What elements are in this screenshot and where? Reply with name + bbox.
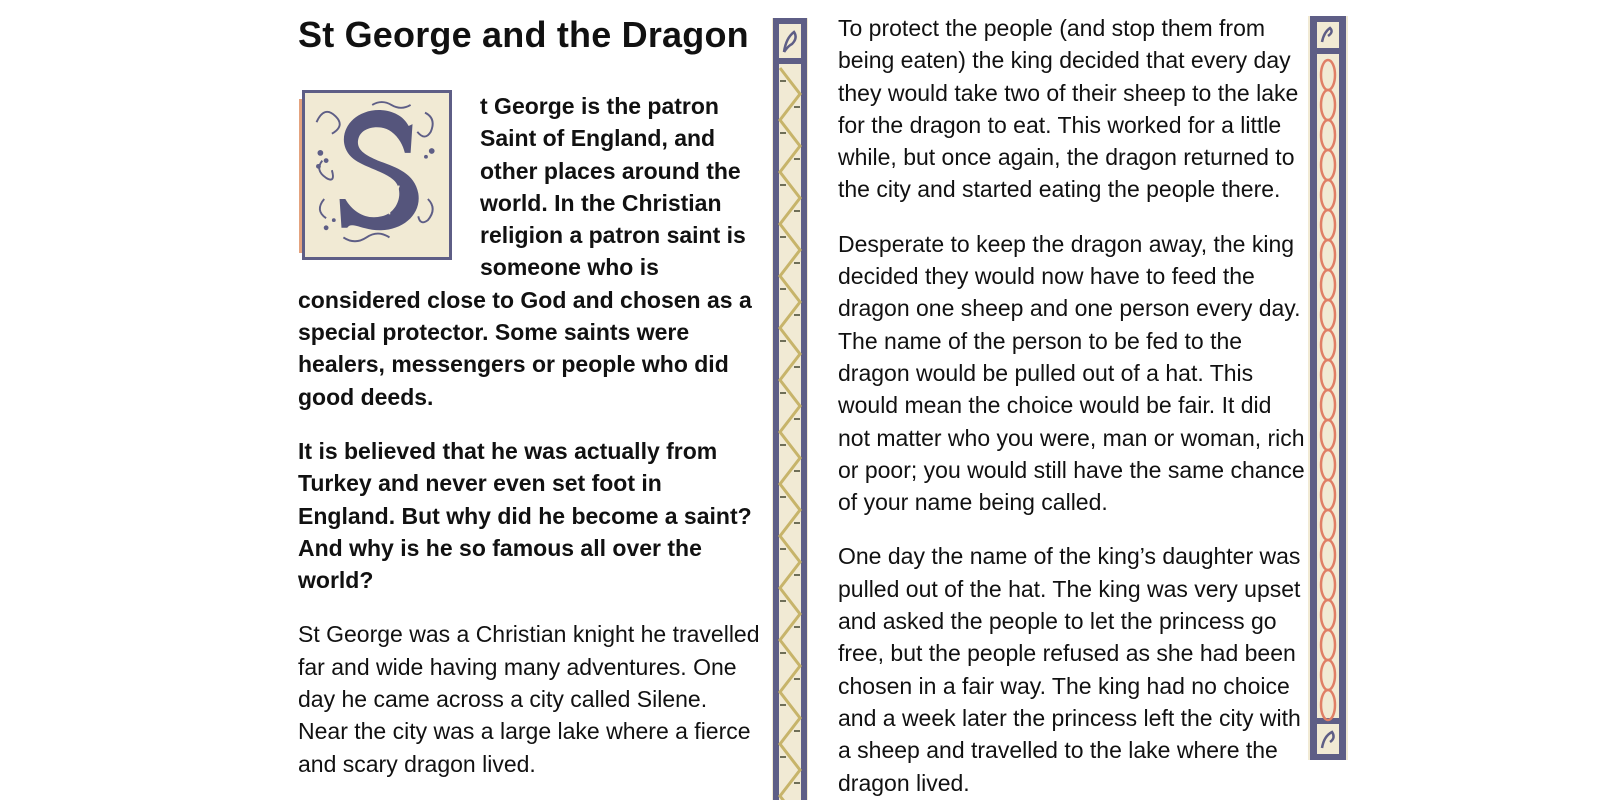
- decorative-zigzag-border: [772, 18, 808, 800]
- right-paragraph-3: One day the name of the king’s daughter was pulled out of the hat. The king was very upset and asked the people to let the princess go free, but the people refused as she had been chosen in a fair way. The king had no choice and a week later the princess left the city with a sheep and travelled to the lake where the dragon lived.: [838, 543, 1301, 796]
- illuminated-s-dropcap: [302, 90, 452, 260]
- page-title: St George and the Dragon: [298, 14, 749, 55]
- left-paragraph-3: St George was a Christian knight he travelled far and wide having many adventures. One day he came across a city called Silene. Near the city was a large lake where a fierce and scary dragon lived.: [298, 621, 760, 777]
- right-column: [838, 12, 1308, 799]
- decorative-chain-border: [1308, 16, 1348, 760]
- left-column: [298, 10, 760, 780]
- intro-text: t George is the patron Saint of England, and other places around the world. In the Christian religion a patron saint is someone who is considered close to God and chosen as a special protector. Some saints were healers, messengers or people who did good deeds.: [298, 93, 752, 410]
- right-paragraph-1: To protect the people (and stop them from being eaten) the king decided that every day they would take two of their sheep to the lake for the dragon to eat. This worked for a little while, but once again, the dragon returned to the city and started eating the people there.: [838, 15, 1299, 203]
- bold-paragraph: It is believed that he was actually from Turkey and never even set foot in England. But why did he become a saint? And why is he so famous all over the world?: [298, 437, 752, 594]
- right-paragraph-2: Desperate to keep the dragon away, the king decided they would now have to feed the dragon one sheep and one person every day. The name of the person to be fed to the dragon would be pulled out of a hat. This would mean the choice would be fair. It did not matter who you were, man or woman, rich or poor; you would still have the same chance of your name being called.: [838, 230, 1305, 516]
- dropcap-illustration: [305, 93, 449, 257]
- chain-border-art: [1308, 16, 1348, 760]
- intro-paragraph: [298, 90, 760, 413]
- zigzag-border-art: [772, 18, 808, 800]
